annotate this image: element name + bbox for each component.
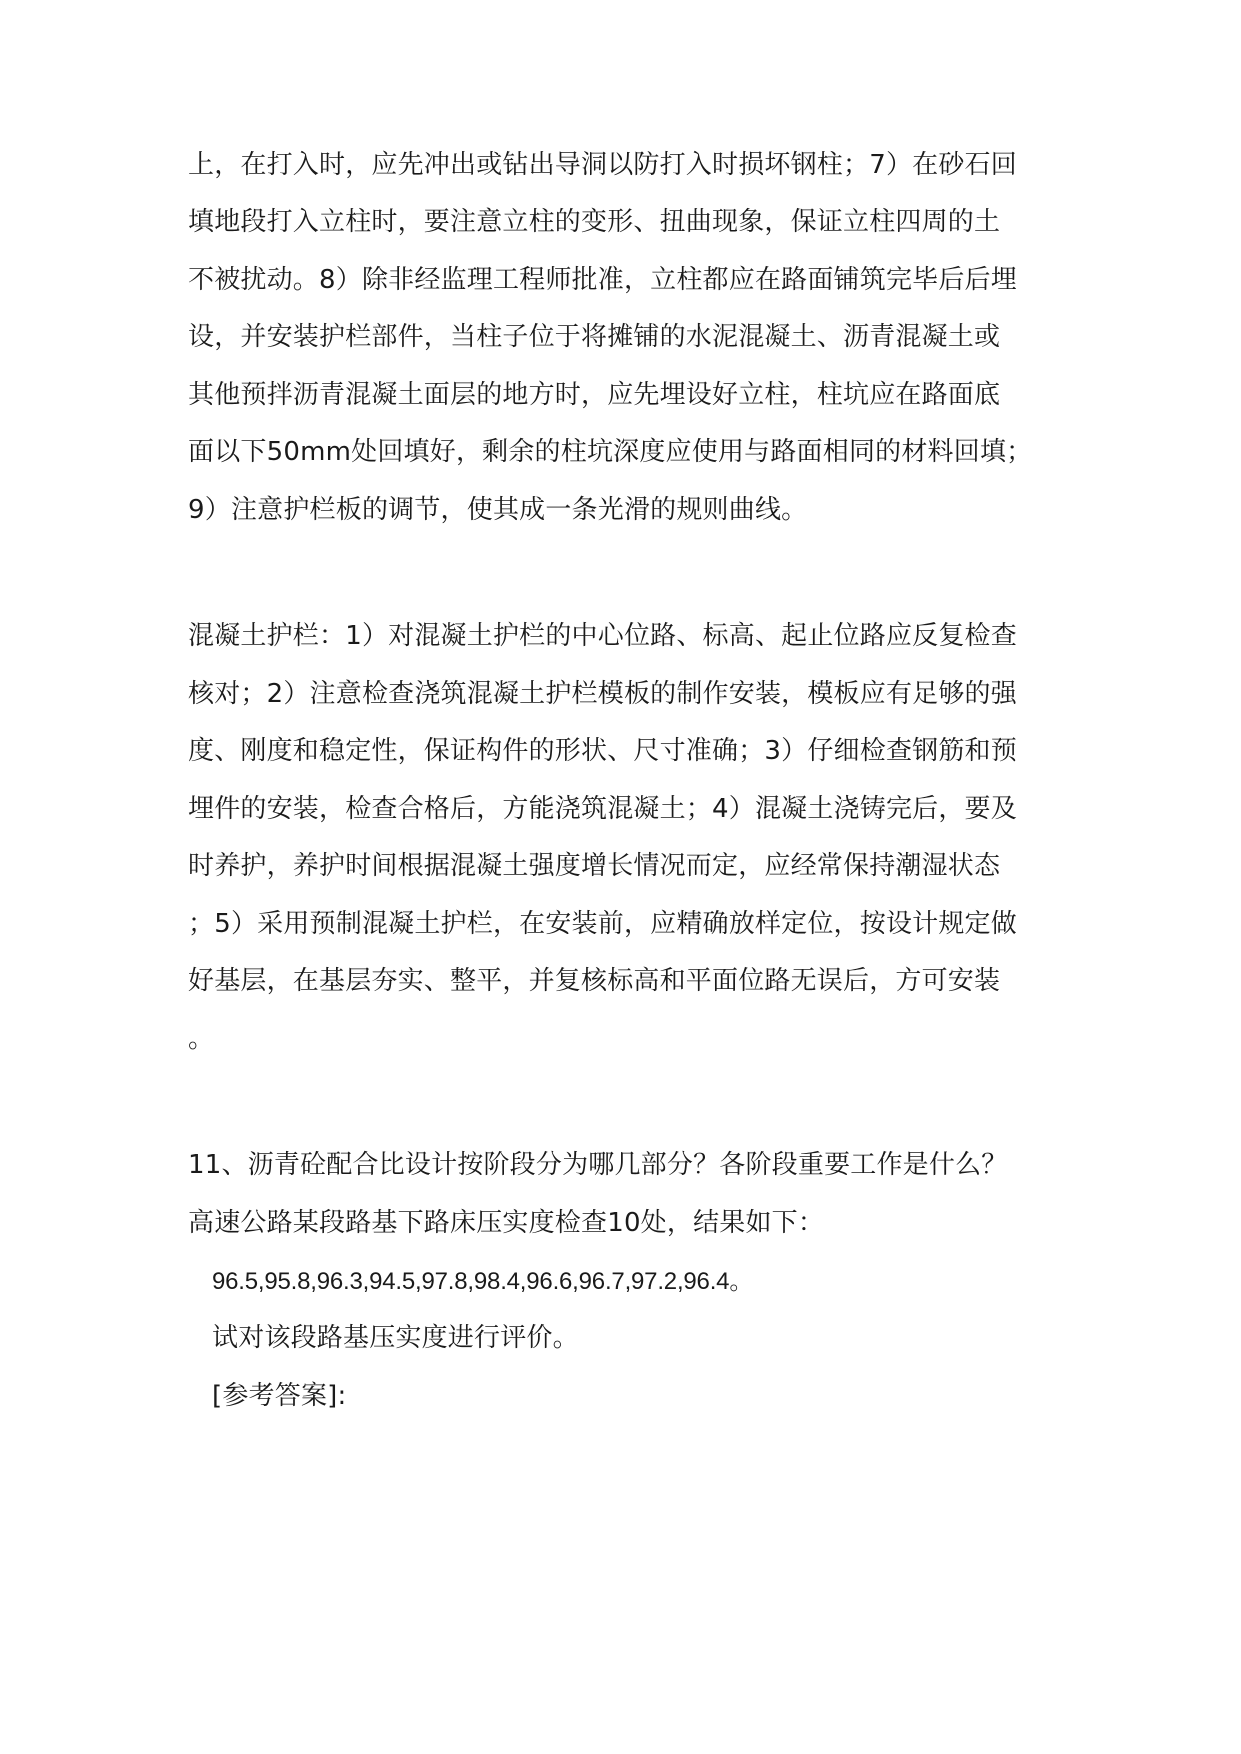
paragraph-1-line-2: 填地段打入立柱时，要注意立柱的变形、扭曲现象，保证立柱四周的土 — [188, 207, 1001, 237]
paragraph-2-line-6: ；5）采用预制混凝土护栏，在安装前，应精确放样定位，按设计规定做 — [188, 909, 1017, 939]
paragraph-1-line-7: 9）注意护栏板的调节，使其成一条光滑的规则曲线。 — [188, 495, 808, 525]
problem-intro: 高速公路某段路基下路床压实度检查10处，结果如下： — [188, 1208, 825, 1238]
paragraph-1-line-5: 其他预拌沥青混凝土面层的地方时，应先埋设好立柱，柱坑应在路面底 — [188, 380, 1001, 410]
paragraph-1-line-1: 上，在打入时，应先冲出或钻出导洞以防打入时损坏钢柱；7）在砂石回 — [188, 150, 1017, 180]
compaction-values: 96.5,95.8,96.3,94.5,97.8,98.4,96.6,96.7,97.2,96.4。 — [212, 1268, 754, 1295]
paragraph-2-line-2: 核对；2）注意检查浇筑混凝土护栏模板的制作安装，模板应有足够的强 — [188, 679, 1017, 709]
answer-label: [参考答案]: — [212, 1381, 347, 1411]
evaluation-prompt: 试对该段路基压实度进行评价。 — [212, 1323, 579, 1353]
paragraph-2-line-1: 混凝土护栏：1）对混凝土护栏的中心位路、标高、起止位路应反复检查 — [188, 621, 1017, 651]
paragraph-2-line-4: 埋件的安装，检查合格后，方能浇筑混凝土；4）混凝土浇铸完后，要及 — [188, 794, 1017, 824]
paragraph-2-line-5: 时养护，养护时间根据混凝土强度增长情况而定，应经常保持潮湿状态 — [188, 851, 1001, 881]
question-11: 11、沥青砼配合比设计按阶段分为哪几部分？各阶段重要工作是什么？ — [188, 1150, 1008, 1180]
paragraph-1-line-4: 设，并安装护栏部件，当柱子位于将摊铺的水泥混凝土、沥青混凝土或 — [188, 322, 1001, 352]
paragraph-2-line-3: 度、刚度和稳定性，保证构件的形状、尺寸准确；3）仔细检查钢筋和预 — [188, 736, 1017, 766]
paragraph-1-line-6: 面以下50mm处回填好，剩余的柱坑深度应使用与路面相同的材料回填； — [188, 437, 1033, 467]
paragraph-1-line-3: 不被扰动。8）除非经监理工程师批准，立柱都应在路面铺筑完毕后后埋 — [188, 265, 1017, 295]
paragraph-2-line-7: 好基层，在基层夯实、整平，并复核标高和平面位路无误后，方可安装 — [188, 966, 1001, 996]
paragraph-2-line-8: 。 — [188, 1024, 215, 1054]
